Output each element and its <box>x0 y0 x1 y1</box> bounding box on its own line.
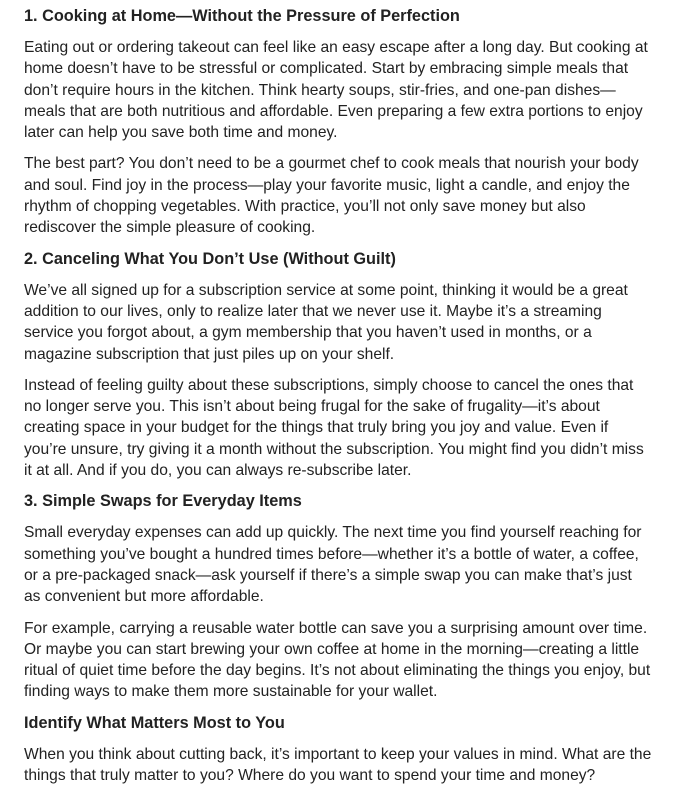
section-identify-what-matters <box>24 713 652 787</box>
section-simple-swaps <box>24 491 652 702</box>
article-body <box>24 6 652 796</box>
paragraph: Small everyday expenses can add up quickly. The next time you find yourself reaching for something you’ve bought a hundred times before—whether it’s a bottle of water, a coffee, or a pre-packaged snack—ask yourself if there’s a simple swap you can make that’s just as convenient but more affordable. <box>24 524 642 606</box>
section-heading: 2. Canceling What You Don’t Use (Without Guilt) <box>24 249 396 268</box>
paragraph: Eating out or ordering takeout can feel like an easy escape after a long day. But cooking at home doesn’t have to be stressful or complicated. Start by embracing simple meals that don’t require hours in the kitchen. Think hearty soups, stir-fries, and one-pan dishes—meals that are both nutritious and affordable. Even preparing a few extra portions to enjoy later can help you save both time and money. <box>24 39 648 142</box>
section-heading: 3. Simple Swaps for Everyday Items <box>24 492 302 511</box>
paragraph: Instead of feeling guilty about these subscriptions, simply choose to cancel the ones that no longer serve you. This isn’t about being frugal for the sake of frugality—it’s about creating space in your budget for the things that truly bring you joy and value. Even if you’re unsure, try giving it a month without the subscription. You might find you didn’t miss it at all. And if you do, you can always re-subscribe later. <box>24 376 644 480</box>
section-heading: 1. Cooking at Home—Without the Pressure of Perfection <box>24 7 460 25</box>
section-heading: Identify What Matters Most to You <box>24 713 285 732</box>
paragraph: The best part? You don’t need to be a gourmet chef to cook meals that nourish your body and soul. Find joy in the process—play your favorite music, light a candle, and enjoy the rhythm of chopping vegetables. With practice, you’ll not only save money but also rediscover the simple pleasure of cooking. <box>24 155 639 237</box>
paragraph: When you think about cutting back, it’s important to keep your values in mind. What are the things that truly matter to you? Where do you want to spend your time and money? <box>24 745 652 785</box>
paragraph: For example, carrying a reusable water bottle can save you a surprising amount over time. Or maybe you can start brewing your own coffee at home in the morning—creating a little ritual of quiet time before the day begins. It’s not about eliminating the things you enjoy, but finding ways to make them more sustainable for your wallet. <box>24 619 651 701</box>
section-canceling-subscriptions <box>24 249 652 482</box>
paragraph: We’ve all signed up for a subscription service at some point, thinking it would be a great addition to our lives, only to realize later that we never use it. Maybe it’s a streaming service you forgot about, a gym membership that you haven’t used in months, or a magazine subscription that just piles up on your shelf. <box>24 281 628 363</box>
section-cooking-at-home <box>24 6 652 239</box>
